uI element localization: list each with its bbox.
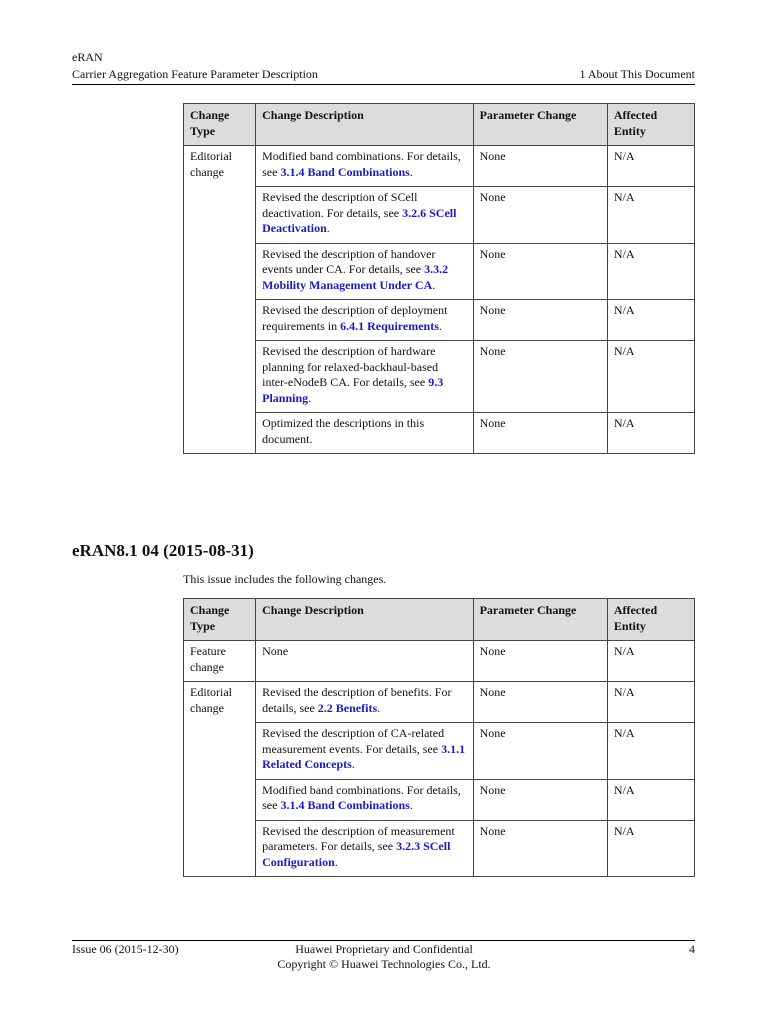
footer-proprietary: Huawei Proprietary and Confidential (295, 942, 473, 956)
change-type-cell: Feature change (184, 641, 256, 682)
col-change-description: Change Description (256, 104, 473, 146)
table-header-row (184, 104, 695, 146)
parameter-change-cell: None (473, 243, 607, 300)
cross-reference-link[interactable]: 6.4.1 Requirements (340, 318, 439, 333)
change-description-cell: Modified band combinations. For details, see 3.1.4 Band Combinations. (256, 146, 473, 187)
cross-reference-link[interactable]: 3.3.2 Mobility Management Under CA (262, 262, 449, 292)
header-rule (72, 84, 695, 85)
table-row (184, 723, 695, 780)
affected-entity-cell: N/A (607, 300, 694, 341)
affected-entity-cell: N/A (607, 341, 694, 413)
col-affected-entity: Affected Entity (607, 599, 694, 641)
change-description-cell: Optimized the descriptions in this document. (256, 413, 473, 454)
cross-reference-link[interactable]: 9.3 Planning (262, 375, 444, 405)
page-number: 4 (689, 942, 695, 956)
change-description-cell: Revised the description of benefits. For details, see 2.2 Benefits. (256, 682, 473, 723)
affected-entity-cell: N/A (607, 413, 694, 454)
parameter-change-cell: None (473, 187, 607, 244)
footer-copyright: Copyright © Huawei Technologies Co., Ltd. (277, 957, 491, 971)
running-header-doc-title: Carrier Aggregation Feature Parameter Description (72, 67, 318, 81)
change-description-cell: Revised the description of handover events under CA. For details, see 3.3.2 Mobility Management Under CA. (256, 243, 473, 300)
parameter-change-cell: None (473, 682, 607, 723)
change-description-cell: Revised the description of hardware planning for relaxed-backhaul-based inter-eNodeB CA. For details, see 9.3 Planning. (256, 341, 473, 413)
affected-entity-cell: N/A (607, 723, 694, 780)
col-parameter-change: Parameter Change (473, 599, 607, 641)
parameter-change-cell: None (473, 820, 607, 877)
section-heading: eRAN8.1 04 (2015-08-31) (72, 541, 254, 560)
table-row (184, 187, 695, 244)
table-row (184, 682, 695, 723)
running-header-section: 1 About This Document (579, 67, 695, 81)
change-description-cell: Revised the description of SCell deactivation. For details, see 3.2.6 SCell Deactivation. (256, 187, 473, 244)
footer-center (0, 942, 768, 972)
change-description-cell: Revised the description of measurement parameters. For details, see 3.2.3 SCell Configuration. (256, 820, 473, 877)
table-row (184, 341, 695, 413)
parameter-change-cell: None (473, 641, 607, 682)
running-header-product: eRAN (72, 50, 103, 64)
affected-entity-cell: N/A (607, 641, 694, 682)
col-parameter-change: Parameter Change (473, 104, 607, 146)
affected-entity-cell: N/A (607, 187, 694, 244)
change-table-1 (183, 103, 695, 454)
table-row (184, 300, 695, 341)
col-affected-entity: Affected Entity (607, 104, 694, 146)
affected-entity-cell: N/A (607, 820, 694, 877)
table-header-row (184, 599, 695, 641)
cross-reference-link[interactable]: 3.2.3 SCell Configuration (262, 839, 451, 869)
change-type-cell: Editorial change (184, 146, 256, 454)
table-row (184, 243, 695, 300)
table-row (184, 146, 695, 187)
cross-reference-link[interactable]: 2.2 Benefits (317, 700, 378, 715)
parameter-change-cell: None (473, 146, 607, 187)
parameter-change-cell: None (473, 413, 607, 454)
col-change-type: Change Type (184, 104, 256, 146)
footer-issue: Issue 06 (2015-12-30) (72, 942, 179, 956)
table-row (184, 641, 695, 682)
parameter-change-cell: None (473, 300, 607, 341)
affected-entity-cell: N/A (607, 682, 694, 723)
change-table-2 (183, 598, 695, 877)
col-change-description: Change Description (256, 599, 473, 641)
change-description-cell: Modified band combinations. For details, see 3.1.4 Band Combinations. (256, 779, 473, 820)
affected-entity-cell: N/A (607, 243, 694, 300)
section-intro: This issue includes the following changes. (183, 572, 387, 586)
cross-reference-link[interactable]: 3.2.6 SCell Deactivation (262, 205, 457, 235)
table-row (184, 820, 695, 877)
parameter-change-cell: None (473, 723, 607, 780)
change-description-cell: Revised the description of CA-related measurement events. For details, see 3.1.1 Related Concepts. (256, 723, 473, 780)
col-change-type: Change Type (184, 599, 256, 641)
table-row (184, 413, 695, 454)
cross-reference-link[interactable]: 3.1.1 Related Concepts (262, 741, 466, 771)
footer-rule (72, 940, 695, 941)
cross-reference-link[interactable]: 3.1.4 Band Combinations (280, 798, 410, 812)
change-type-cell: Editorial change (184, 682, 256, 877)
affected-entity-cell: N/A (607, 146, 694, 187)
affected-entity-cell: N/A (607, 779, 694, 820)
change-description-cell: Revised the description of deployment requirements in 6.4.1 Requirements. (256, 300, 473, 341)
parameter-change-cell: None (473, 779, 607, 820)
cross-reference-link[interactable]: 3.1.4 Band Combinations (280, 164, 410, 179)
table-row (184, 779, 695, 820)
change-description-cell: None (256, 641, 473, 682)
parameter-change-cell: None (473, 341, 607, 413)
